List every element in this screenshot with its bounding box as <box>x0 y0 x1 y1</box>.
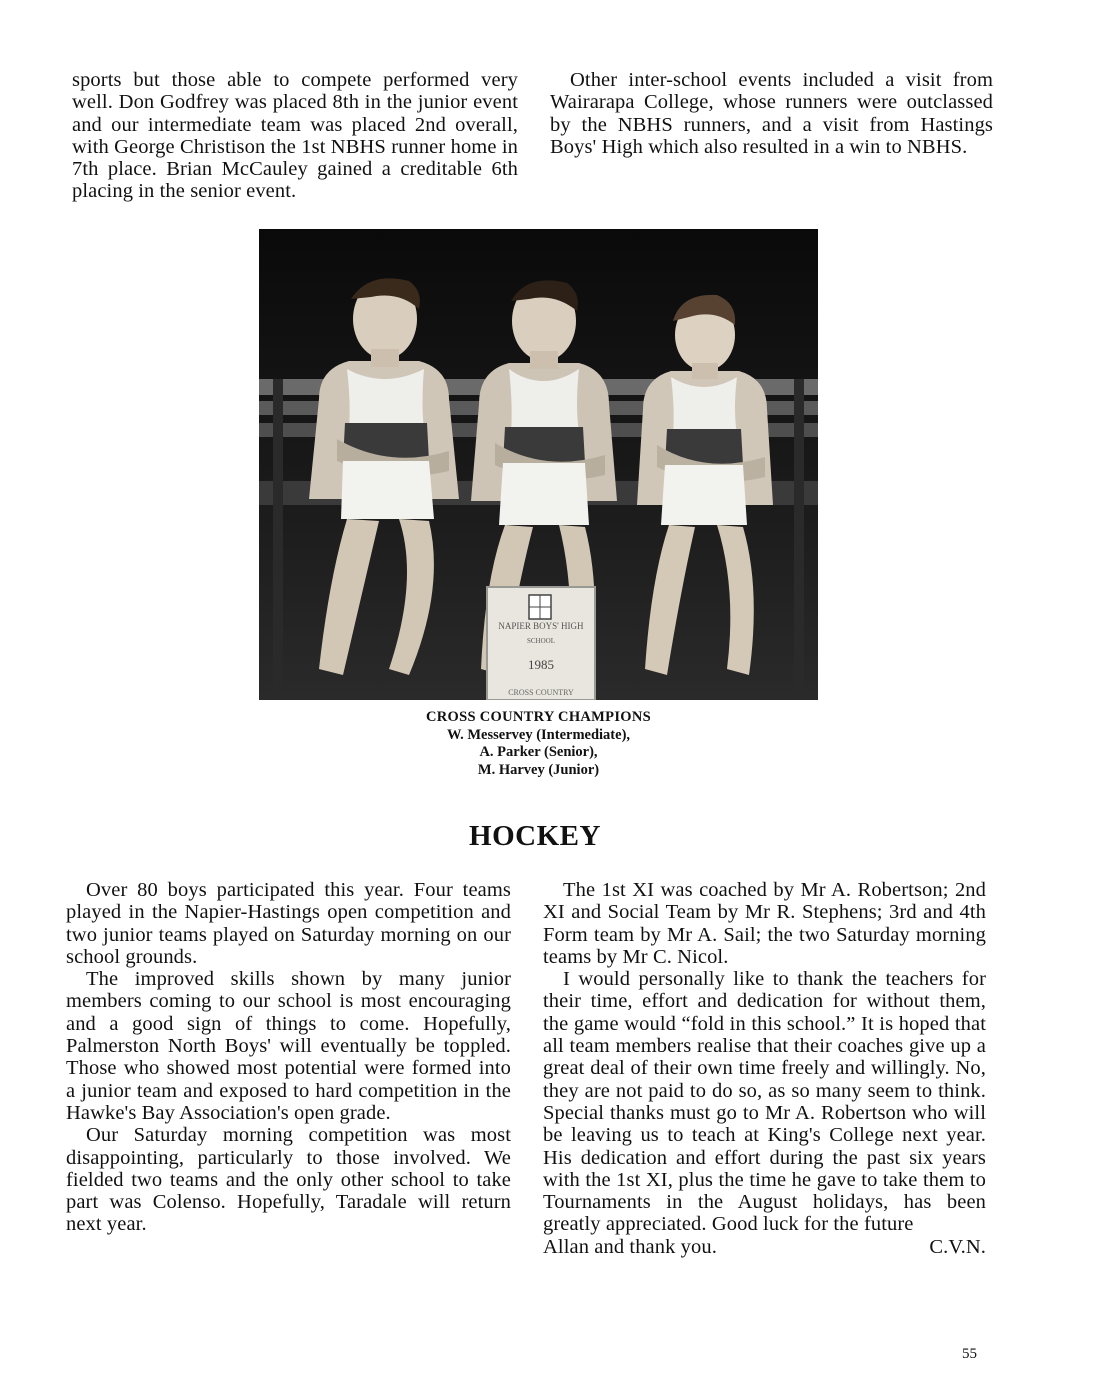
sign-line-event: CROSS COUNTRY <box>508 688 574 697</box>
section-heading: HOCKEY <box>469 820 601 852</box>
team-photo-illustration <box>259 229 818 700</box>
sign-off-line <box>543 1236 986 1258</box>
paragraph: sports but those able to compete performed very well. Don Godfrey was placed 8th in the junior event and our intermediate team was placed 2nd overall, with George Christison the 1st NBHS runner home in 7th place. Brian McCauley gained a creditable 6th placing in the senior event. <box>72 69 518 203</box>
team-photo <box>259 229 818 700</box>
caption-line: W. Messervey (Intermediate), <box>446 726 631 743</box>
paragraph: The 1st XI was coached by Mr A. Robertson; 2nd XI and Social Team by Mr R. Stephens; 3rd and 4th Form team by Mr A. Sail; the two Saturday morning teams by Mr C. Nicol. <box>543 879 986 968</box>
page-number: 55 <box>962 1346 977 1362</box>
closing-text: Allan and thank you. <box>543 1235 717 1258</box>
paragraph: Our Saturday morning competition was most disappointing, particularly to those involved. We fielded two teams and the only other school to take part was Colenso. Hopefully, Taradale will return next year. <box>66 1124 511 1236</box>
paragraph: The improved skills shown by many junior members coming to our school is most encouraging and a good sign of things to come. Hopefully, Palmerston North Boys' will eventually be toppled. Those who showed most potential were formed into a junior team and exposed to hard competition in the Hawke's Bay Association's open grade. <box>66 968 511 1124</box>
hockey-text-left <box>66 879 511 1236</box>
paragraph: I would personally like to thank the teachers for their time, effort and dedication for without them, the game would “fold in this school.” It is hoped that all team members realise that their coaches give up a great deal of their own time freely and willingly. No, they are not paid to do so, as so many seem to think. Special thanks must go to Mr A. Robertson who will be leaving us to teach at King's College next year. His dedication and effort during the past six years with the 1st XI, plus the time he gave to take them to Tournaments in the August holidays, has been greatly appreciated. Good luck for the future <box>543 968 986 1236</box>
caption-title: CROSS COUNTRY CHAMPIONS <box>426 709 651 725</box>
sign-line-school-name: NAPIER BOYS' HIGH <box>498 621 584 631</box>
paragraph: Over 80 boys participated this year. Four teams played in the Napier-Hastings open competition and two junior teams played on Saturday morning on our school grounds. <box>66 879 511 968</box>
photo-caption <box>259 709 818 779</box>
caption-line: M. Harvey (Junior) <box>477 761 600 778</box>
sign-line-year: 1985 <box>528 657 554 672</box>
cross-country-text-left <box>72 69 518 203</box>
sign-line-school: SCHOOL <box>526 637 556 645</box>
hockey-text-right <box>543 879 986 1258</box>
caption-line: A. Parker (Senior), <box>479 744 598 760</box>
cross-country-text-right <box>550 69 993 158</box>
author-initials: C.V.N. <box>929 1235 986 1258</box>
paragraph: Other inter-school events included a visit from Wairarapa College, whose runners were outclassed by the NBHS runners, and a visit from Hastings Boys' High which also resulted in a win to NBHS. <box>550 69 993 158</box>
